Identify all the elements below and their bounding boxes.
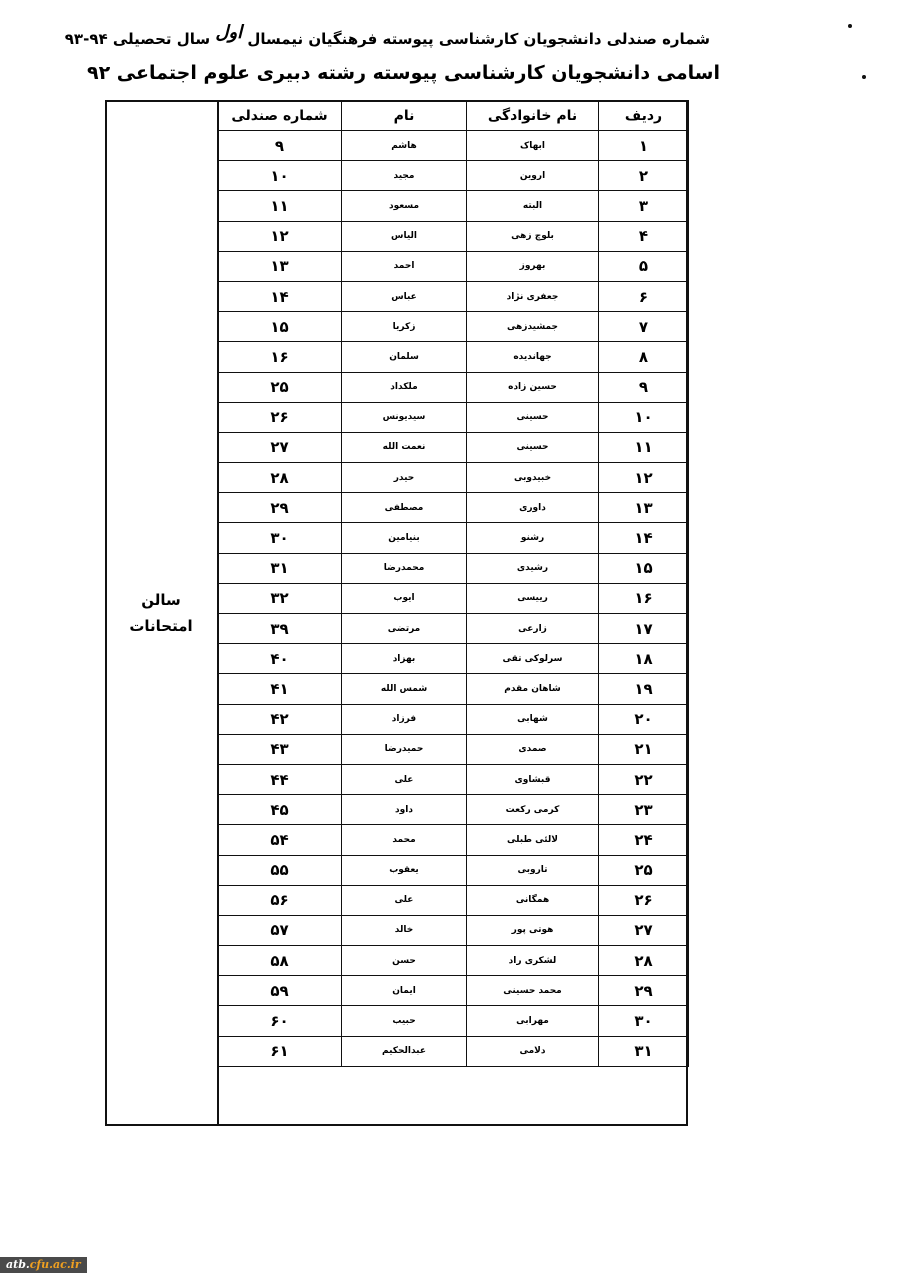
row-number-cell: ۲۱ xyxy=(599,734,689,764)
column-header-seat-number: شماره صندلی xyxy=(218,101,342,131)
seat-number-cell: ۵۶ xyxy=(218,885,342,915)
table-row xyxy=(218,493,689,523)
row-number-cell: ۱۳ xyxy=(599,493,689,523)
first-name-cell: مصطفی xyxy=(342,493,467,523)
first-name-cell: بنیامین xyxy=(342,523,467,553)
table-row xyxy=(218,915,689,945)
family-name-cell: جمشیدزهی xyxy=(467,312,599,342)
first-name-cell: فرزاد xyxy=(342,704,467,734)
seat-number-cell: ۵۸ xyxy=(218,946,342,976)
table-row xyxy=(218,855,689,885)
table-row xyxy=(218,885,689,915)
first-name-cell: ایوب xyxy=(342,583,467,613)
column-header-row-number: ردیف xyxy=(599,101,689,131)
row-number-cell: ۲۷ xyxy=(599,915,689,945)
seat-number-cell: ۴۰ xyxy=(218,644,342,674)
first-name-cell: سیدیونس xyxy=(342,402,467,432)
first-name-cell: حمیدرضا xyxy=(342,734,467,764)
table-row xyxy=(218,825,689,855)
first-name-cell: شمس الله xyxy=(342,674,467,704)
family-name-cell: رشنو xyxy=(467,523,599,553)
family-name-cell: تاروبی xyxy=(467,855,599,885)
first-name-cell: خالد xyxy=(342,915,467,945)
family-name-cell: صمدی xyxy=(467,734,599,764)
seat-number-cell: ۴۳ xyxy=(218,734,342,764)
row-number-cell: ۲۹ xyxy=(599,976,689,1006)
first-name-cell: یعقوب xyxy=(342,855,467,885)
seat-number-cell: ۱۵ xyxy=(218,312,342,342)
hall-label-line2: امتحانات xyxy=(129,617,193,635)
table-row xyxy=(218,161,689,191)
column-header-first-name: نام xyxy=(342,101,467,131)
table-row xyxy=(218,553,689,583)
family-name-cell: لشکری راد xyxy=(467,946,599,976)
family-name-cell: لالئی طبلی xyxy=(467,825,599,855)
seat-number-cell: ۲۷ xyxy=(218,432,342,462)
seat-number-cell: ۳۹ xyxy=(218,614,342,644)
seat-number-cell: ۵۷ xyxy=(218,915,342,945)
document-title: اسامی دانشجویان کارشناسی پیوسته رشته دبیری علوم اجتماعی ۹۲ xyxy=(86,62,720,84)
first-name-cell: بهزاد xyxy=(342,644,467,674)
student-seat-table xyxy=(217,100,689,1067)
first-name-cell: هاشم xyxy=(342,131,467,161)
seat-number-cell: ۵۹ xyxy=(218,976,342,1006)
row-number-cell: ۲۰ xyxy=(599,704,689,734)
row-number-cell: ۱۶ xyxy=(599,583,689,613)
table-row xyxy=(218,372,689,402)
seat-number-cell: ۲۶ xyxy=(218,402,342,432)
seat-number-cell: ۵۵ xyxy=(218,855,342,885)
seat-number-cell: ۲۸ xyxy=(218,463,342,493)
table-row xyxy=(218,583,689,613)
watermark-domain: cfu.ac.ir xyxy=(29,1258,81,1271)
row-number-cell: ۶ xyxy=(599,281,689,311)
seat-number-cell: ۴۲ xyxy=(218,704,342,734)
handwritten-semester: اول xyxy=(215,22,243,43)
first-name-cell: مرتضی xyxy=(342,614,467,644)
first-name-cell: علی xyxy=(342,764,467,794)
seat-number-cell: ۱۰ xyxy=(218,161,342,191)
hall-label-line1: سالن xyxy=(141,591,181,609)
seat-number-cell: ۲۵ xyxy=(218,372,342,402)
row-number-cell: ۱۲ xyxy=(599,463,689,493)
first-name-cell: مسعود xyxy=(342,191,467,221)
row-number-cell: ۱۱ xyxy=(599,432,689,462)
first-name-cell: عبدالحکیم xyxy=(342,1036,467,1066)
document-subtitle xyxy=(64,22,710,49)
family-name-cell: ابهاک xyxy=(467,131,599,161)
seat-number-cell: ۳۰ xyxy=(218,523,342,553)
family-name-cell: خبیدوبی xyxy=(467,463,599,493)
seat-number-cell: ۴۵ xyxy=(218,795,342,825)
row-number-cell: ۱ xyxy=(599,131,689,161)
family-name-cell: البته xyxy=(467,191,599,221)
family-name-cell: سرلوکی تقی xyxy=(467,644,599,674)
table-row xyxy=(218,342,689,372)
family-name-cell: شاهان مقدم xyxy=(467,674,599,704)
table-row xyxy=(218,281,689,311)
column-header-family-name: نام خانوادگی xyxy=(467,101,599,131)
family-name-cell: همگانی xyxy=(467,885,599,915)
seat-number-cell: ۱۱ xyxy=(218,191,342,221)
first-name-cell: محمدرضا xyxy=(342,553,467,583)
row-number-cell: ۳ xyxy=(599,191,689,221)
row-number-cell: ۳۱ xyxy=(599,1036,689,1066)
first-name-cell: حبیب xyxy=(342,1006,467,1036)
seat-number-cell: ۲۹ xyxy=(218,493,342,523)
table-row xyxy=(218,312,689,342)
table-header-row xyxy=(218,101,689,131)
first-name-cell: احمد xyxy=(342,251,467,281)
family-name-cell: هوتی پور xyxy=(467,915,599,945)
first-name-cell: ملکداد xyxy=(342,372,467,402)
first-name-cell: محمد xyxy=(342,825,467,855)
seat-number-cell: ۵۴ xyxy=(218,825,342,855)
first-name-cell: داود xyxy=(342,795,467,825)
row-number-cell: ۸ xyxy=(599,342,689,372)
subtitle-text-end: سال تحصیلی ۹۴-۹۳ xyxy=(64,30,211,48)
family-name-cell: محمد حسینی xyxy=(467,976,599,1006)
table-row xyxy=(218,946,689,976)
family-name-cell: حسین زاده xyxy=(467,372,599,402)
family-name-cell: بلوچ زهی xyxy=(467,221,599,251)
table-row xyxy=(218,463,689,493)
table-row xyxy=(218,795,689,825)
row-number-cell: ۷ xyxy=(599,312,689,342)
table-row xyxy=(218,221,689,251)
row-number-cell: ۹ xyxy=(599,372,689,402)
family-name-cell: رشیدی xyxy=(467,553,599,583)
row-number-cell: ۲۲ xyxy=(599,764,689,794)
seat-number-cell: ۴۱ xyxy=(218,674,342,704)
seat-number-cell: ۳۱ xyxy=(218,553,342,583)
table-row xyxy=(218,432,689,462)
table-row xyxy=(218,976,689,1006)
row-number-cell: ۱۰ xyxy=(599,402,689,432)
first-name-cell: عباس xyxy=(342,281,467,311)
row-number-cell: ۲۶ xyxy=(599,885,689,915)
row-number-cell: ۱۷ xyxy=(599,614,689,644)
table-row xyxy=(218,704,689,734)
family-name-cell: داوری xyxy=(467,493,599,523)
row-number-cell: ۳۰ xyxy=(599,1006,689,1036)
table-row xyxy=(218,644,689,674)
family-name-cell: شهابی xyxy=(467,704,599,734)
table-row xyxy=(218,734,689,764)
first-name-cell: حیدر xyxy=(342,463,467,493)
seat-number-cell: ۴۴ xyxy=(218,764,342,794)
table-row xyxy=(218,1036,689,1066)
family-name-cell: جهاندیده xyxy=(467,342,599,372)
seat-number-cell: ۱۴ xyxy=(218,281,342,311)
row-number-cell: ۱۵ xyxy=(599,553,689,583)
row-number-cell: ۱۹ xyxy=(599,674,689,704)
family-name-cell: زارعی xyxy=(467,614,599,644)
table-row xyxy=(218,674,689,704)
seat-number-cell: ۶۰ xyxy=(218,1006,342,1036)
family-name-cell: بهروز xyxy=(467,251,599,281)
family-name-cell: جعفری نژاد xyxy=(467,281,599,311)
first-name-cell: مجید xyxy=(342,161,467,191)
seat-number-cell: ۹ xyxy=(218,131,342,161)
first-name-cell: علی xyxy=(342,885,467,915)
row-number-cell: ۲۳ xyxy=(599,795,689,825)
scan-dot xyxy=(862,75,866,79)
row-number-cell: ۲۸ xyxy=(599,946,689,976)
row-number-cell: ۲ xyxy=(599,161,689,191)
exam-hall-cell xyxy=(105,100,219,1126)
seat-number-cell: ۱۲ xyxy=(218,221,342,251)
family-name-cell: حسینی xyxy=(467,402,599,432)
table-row xyxy=(218,614,689,644)
table-row xyxy=(218,523,689,553)
first-name-cell: ایمان xyxy=(342,976,467,1006)
seat-number-cell: ۳۲ xyxy=(218,583,342,613)
first-name-cell: زکریا xyxy=(342,312,467,342)
table-row xyxy=(218,191,689,221)
first-name-cell: حسن xyxy=(342,946,467,976)
seat-number-cell: ۱۶ xyxy=(218,342,342,372)
family-name-cell: اروین xyxy=(467,161,599,191)
table-row xyxy=(218,1006,689,1036)
row-number-cell: ۱۴ xyxy=(599,523,689,553)
row-number-cell: ۲۴ xyxy=(599,825,689,855)
row-number-cell: ۱۸ xyxy=(599,644,689,674)
first-name-cell: الیاس xyxy=(342,221,467,251)
table-row xyxy=(218,131,689,161)
first-name-cell: سلمان xyxy=(342,342,467,372)
first-name-cell: نعمت الله xyxy=(342,432,467,462)
row-number-cell: ۵ xyxy=(599,251,689,281)
family-name-cell: کرمی رکعت xyxy=(467,795,599,825)
table-row xyxy=(218,402,689,432)
seat-number-cell: ۱۳ xyxy=(218,251,342,281)
seat-number-cell: ۶۱ xyxy=(218,1036,342,1066)
row-number-cell: ۲۵ xyxy=(599,855,689,885)
watermark-prefix: atb. xyxy=(6,1258,30,1271)
table-row xyxy=(218,764,689,794)
family-name-cell: حسینی xyxy=(467,432,599,462)
subtitle-text-start: شماره صندلی دانشجویان کارشناسی پیوسته فرهنگیان نیمسال xyxy=(247,30,710,48)
scan-dot xyxy=(848,24,852,28)
family-name-cell: قبشاوی xyxy=(467,764,599,794)
row-number-cell: ۴ xyxy=(599,221,689,251)
family-name-cell: دلامی xyxy=(467,1036,599,1066)
site-watermark xyxy=(0,1257,87,1273)
family-name-cell: رییسی xyxy=(467,583,599,613)
family-name-cell: مهرابی xyxy=(467,1006,599,1036)
table-row xyxy=(218,251,689,281)
